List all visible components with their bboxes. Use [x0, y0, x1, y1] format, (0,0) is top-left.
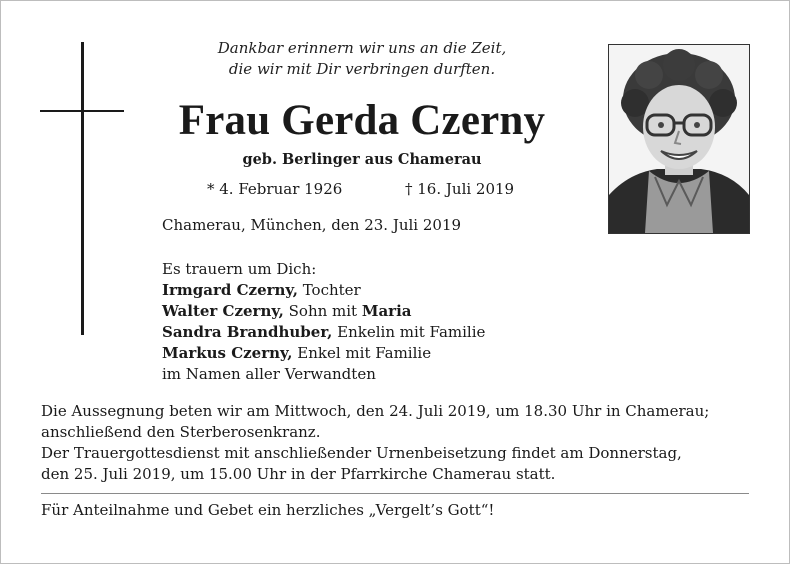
mourners-closing: im Namen aller Verwandten — [162, 365, 376, 383]
list-item — [162, 280, 485, 301]
deceased-name: Frau Gerda Czerny — [178, 97, 546, 144]
thanks-text: Für Anteilnahme und Gebet ein herzliches „Vergelt’s Gott“! — [41, 501, 495, 519]
quote-line-2: die wir mit Dir verbringen durften. — [228, 60, 496, 78]
memorial-quote — [152, 38, 572, 80]
cross-icon-bar — [40, 110, 124, 112]
mourner-relation: Sohn mit — [283, 302, 362, 320]
mourner-name: Irmgard Czerny, — [162, 281, 298, 299]
life-dates — [152, 178, 572, 200]
birth-date: * 4. Februar 1926 — [207, 180, 343, 198]
mourners-intro: Es trauern um Dich: — [162, 260, 317, 278]
service-line-3: Der Trauergottesdienst mit anschließender Urnenbeisetzung findet am Donnerstag, — [41, 444, 682, 462]
place-and-date: Chamerau, München, den 23. Juli 2019 — [162, 216, 462, 234]
quote-line-1: Dankbar erinnern wir uns an die Zeit, — [217, 39, 507, 57]
service-line-4: den 25. Juli 2019, um 15.00 Uhr in der Pfarrkirche Chamerau statt. — [41, 465, 556, 483]
mourner-relation: Tochter — [297, 281, 361, 299]
service-line-1: Die Aussegnung beten wir am Mittwoch, den 24. Juli 2019, um 18.30 Uhr in Chamerau; — [41, 402, 710, 420]
service-information — [41, 401, 753, 485]
service-line-2: anschließend den Sterberosenkranz. — [41, 423, 321, 441]
birth-name: geb. Berlinger aus Chamerau — [242, 151, 482, 168]
death-date: † 16. Juli 2019 — [405, 180, 515, 198]
header-block — [152, 38, 572, 200]
portrait-image — [609, 45, 749, 233]
mourner-name: Sandra Brandhuber, — [162, 323, 333, 341]
mourner-relation: Enkel mit Familie — [292, 344, 432, 362]
mourners-list — [162, 259, 485, 385]
list-item — [162, 301, 485, 322]
mourner-name: Markus Czerny, — [162, 344, 293, 362]
divider — [41, 493, 749, 494]
portrait-photo — [608, 44, 750, 234]
mourner-name: Walter Czerny, — [162, 302, 284, 320]
list-item — [162, 343, 485, 364]
mourner-partner-name: Maria — [361, 302, 412, 320]
list-item — [162, 322, 485, 343]
cross-icon — [81, 42, 84, 335]
mourner-relation: Enkelin mit Familie — [332, 323, 486, 341]
